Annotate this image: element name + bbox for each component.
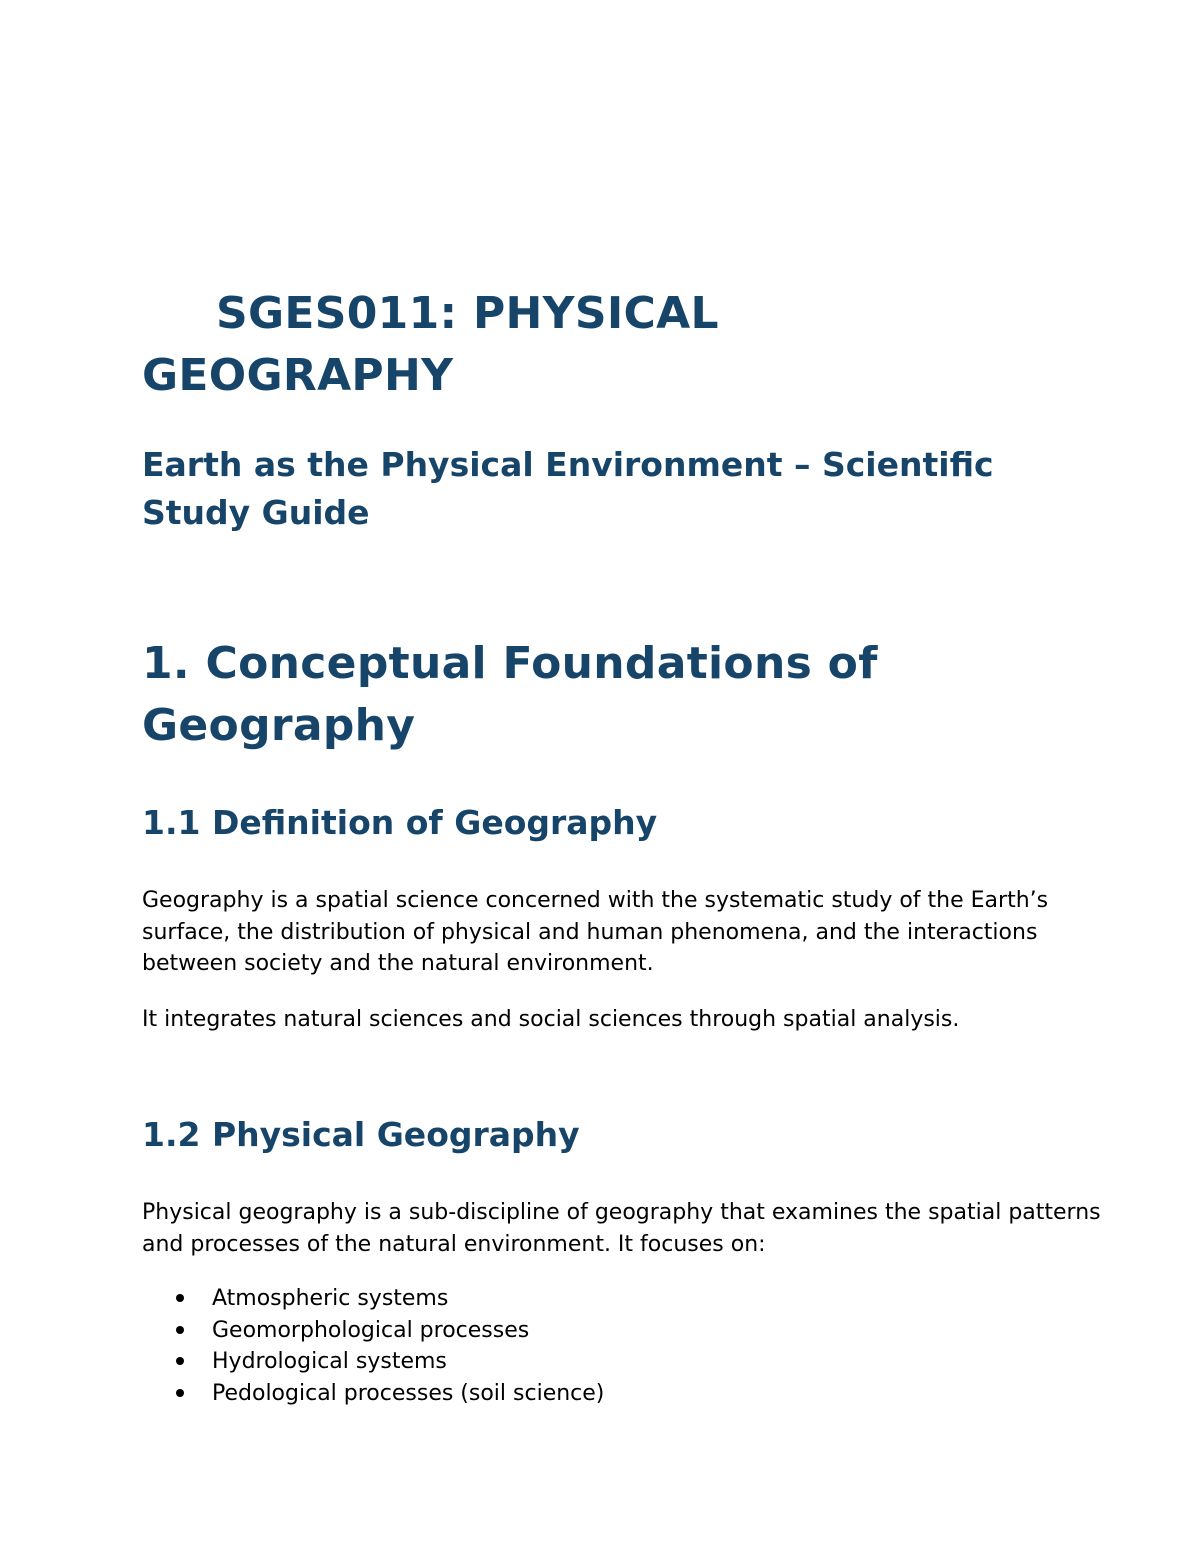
bullet-icon bbox=[176, 1357, 184, 1365]
list-item-label: Atmospheric systems bbox=[212, 1286, 449, 1311]
list-item-label: Geomorphological processes bbox=[212, 1317, 530, 1343]
list-item bbox=[142, 1315, 1102, 1347]
list-item-label: Hydrological systems bbox=[212, 1349, 447, 1374]
paragraph-geography-integration: It integrates natural sciences and social sciences through spatial analysis. bbox=[142, 1006, 960, 1032]
document-title bbox=[142, 283, 1102, 407]
paragraph-geography-definition: Geography is a spatial science concerned with the systematic study of the Earth’s surface, the distribution of physical and human phenomena, and the interactions between society and the natural environment. bbox=[142, 888, 1049, 976]
subsection-heading-1-2: 1.2 Physical Geography bbox=[142, 1115, 580, 1154]
bullet-icon bbox=[176, 1294, 184, 1302]
physical-geography-focus-list bbox=[142, 1283, 1102, 1409]
bullet-icon bbox=[176, 1326, 184, 1334]
subsection-heading-1-1: 1.1 Definition of Geography bbox=[142, 803, 658, 842]
list-item bbox=[142, 1283, 1102, 1315]
bullet-icon bbox=[176, 1389, 184, 1397]
paragraph-physical-geography: Physical geography is a sub-discipline of geography that examines the spatial patterns and processes of the natural environment. It focuses on: bbox=[142, 1200, 1101, 1257]
document-title-line-1: SGES011: PHYSICAL bbox=[216, 288, 719, 339]
list-item-label: Pedological processes (soil science) bbox=[212, 1380, 605, 1406]
document-title-line-2: GEOGRAPHY bbox=[142, 350, 454, 401]
document-subtitle: Earth as the Physical Environment – Scientific Study Guide bbox=[142, 445, 994, 532]
section-heading-1: 1. Conceptual Foundations of Geography bbox=[142, 638, 878, 751]
document-page bbox=[142, 283, 1102, 1409]
list-item bbox=[142, 1346, 1102, 1378]
list-item bbox=[142, 1378, 1102, 1410]
